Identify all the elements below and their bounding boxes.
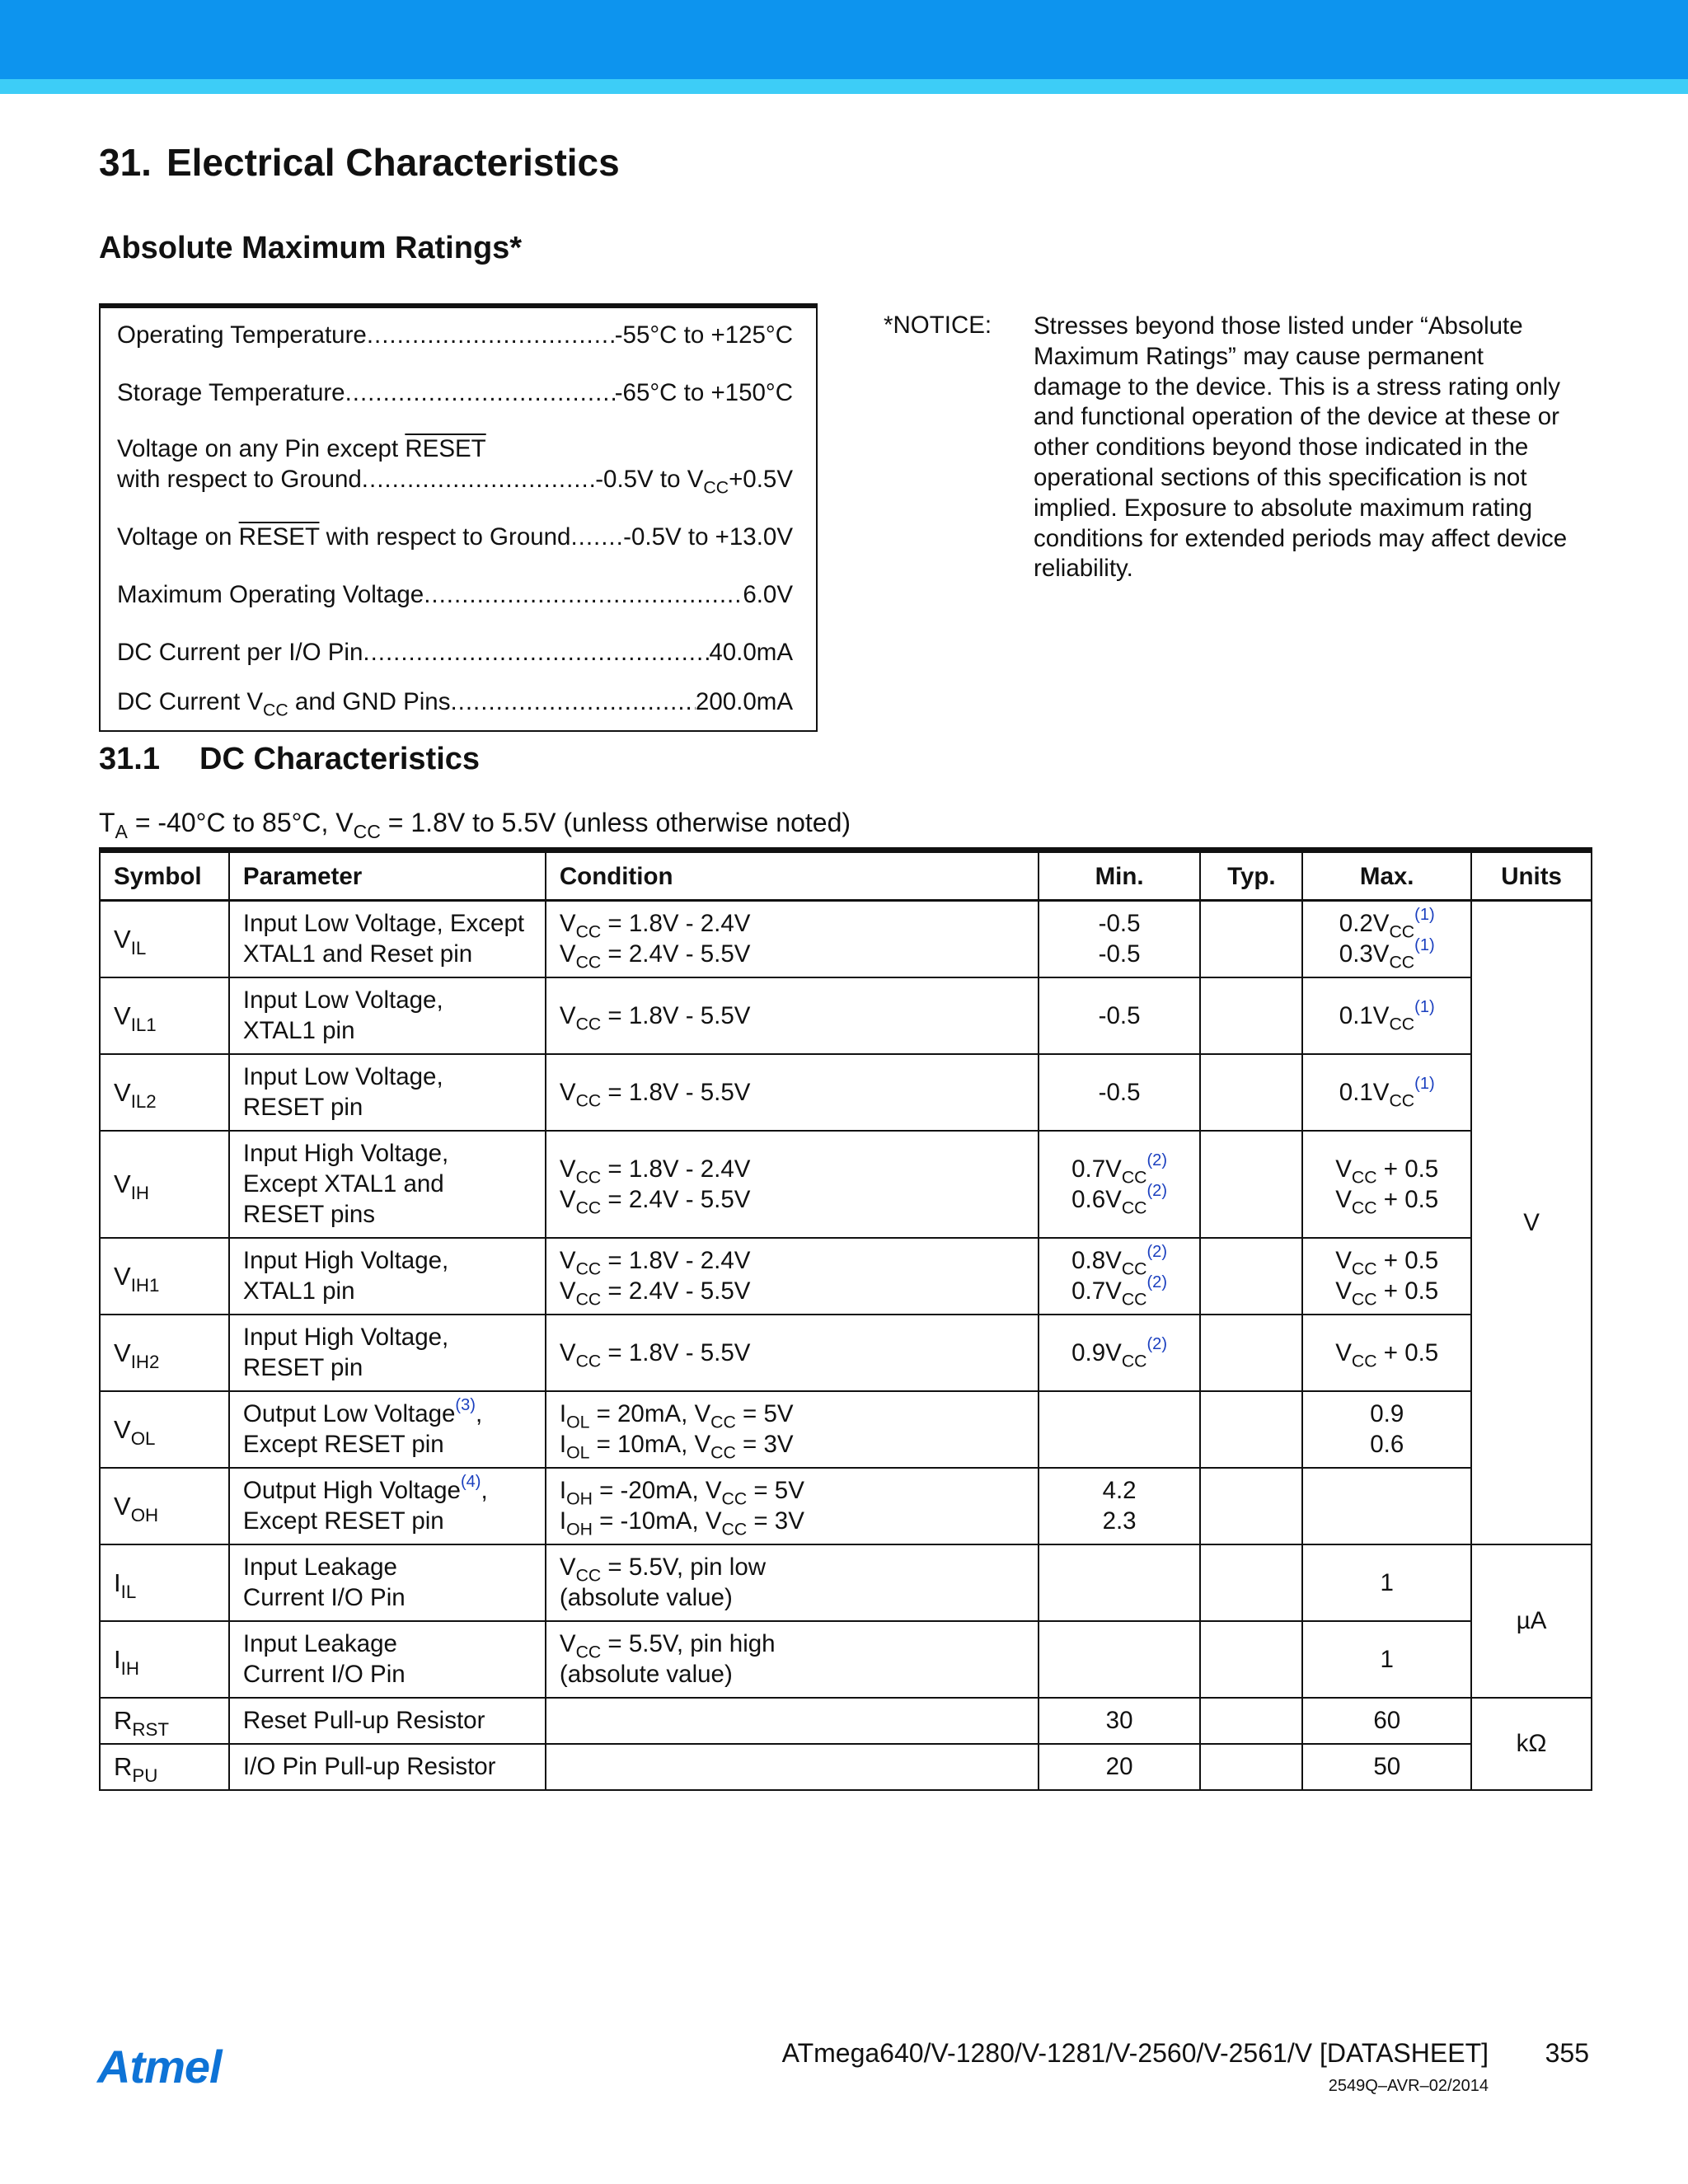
rating-voltage-reset: Voltage on RESET with respect to Ground ..... -0.5V to +13.0V [117, 523, 793, 552]
cell-symbol: $I_{IL}$ [100, 1544, 229, 1621]
table-row-vil1 [100, 977, 1592, 1054]
cell-min: 20 [1039, 1744, 1201, 1790]
notice-label: *NOTICE: [884, 312, 992, 339]
cell-condition: $V_{CC} = 1.8V - 5.5V$ [546, 1315, 1039, 1391]
cell-condition [546, 1698, 1039, 1744]
cell-symbol: $V_{IH}$ [100, 1131, 229, 1238]
cell-parameter: I/O Pin Pull-up Resistor [229, 1744, 546, 1790]
cell-typ [1200, 1698, 1302, 1744]
table-row-vil2 [100, 1054, 1592, 1131]
cell-max: $V_{CC} + 0.5$ $V_{CC} + 0.5$ [1302, 1131, 1471, 1238]
dc-section-title: 31.1 DC Characteristics [99, 742, 481, 776]
subsection-title: Absolute Maximum Ratings* [99, 231, 523, 265]
cell-parameter: Input Low Voltage, Except XTAL1 and Reset pin [229, 901, 546, 977]
cell-typ [1200, 1054, 1302, 1131]
absolute-max-ratings-box [99, 303, 818, 732]
cell-typ [1200, 1131, 1302, 1238]
cell-max: $0.1V_{CC}^{(1)}$ [1302, 1054, 1471, 1131]
cell-min [1039, 1544, 1201, 1621]
cell-parameter: Output Low Voltage$^{(3)}$, Except RESET pin [229, 1391, 546, 1468]
cell-typ [1200, 1391, 1302, 1468]
document-code: 2549Q–AVR–02/2014 [1328, 2077, 1489, 2095]
cell-symbol: $V_{OH}$ [100, 1468, 229, 1544]
cell-typ [1200, 1621, 1302, 1698]
footer-document-title: ATmega640/V-1280/V-1281/V-2560/V-2561/V [DATASHEET] [781, 2038, 1489, 2068]
cell-min: 30 [1039, 1698, 1201, 1744]
cell-max: $0.1V_{CC}^{(1)}$ [1302, 977, 1471, 1054]
cell-min [1039, 1621, 1201, 1698]
cell-min: $0.8V_{CC}^{(2)}$ $0.7V_{CC}^{(2)}$ [1039, 1238, 1201, 1315]
cell-min: -0.5 [1039, 1054, 1201, 1131]
cell-typ [1200, 1744, 1302, 1790]
rating-max-operating-voltage: Maximum Operating Voltage ..... 6.0V [117, 580, 793, 610]
cell-parameter: Input Leakage Current I/O Pin [229, 1621, 546, 1698]
rating-voltage-any-pin: with respect to Ground ..... -0.5V to $V_{CC}+0.5V$ [117, 465, 793, 494]
cell-condition: $V_{CC} = 5.5V$, pin high (absolute value) [546, 1621, 1039, 1698]
cell-max [1302, 1468, 1471, 1544]
cell-condition: $V_{CC} = 1.8V - 5.5V$ [546, 1054, 1039, 1131]
dc-characteristics-table [99, 847, 1592, 1791]
cell-max: $V_{CC} + 0.5$ [1302, 1315, 1471, 1391]
cell-symbol: $V_{IH2}$ [100, 1315, 229, 1391]
cell-symbol: $R_{RST}$ [100, 1698, 229, 1744]
cell-max: 0.9 0.6 [1302, 1391, 1471, 1468]
table-row-iih [100, 1621, 1592, 1698]
cell-max: 50 [1302, 1744, 1471, 1790]
header-max: Max. [1302, 851, 1471, 901]
cell-max: 1 [1302, 1621, 1471, 1698]
table-row-vil [100, 901, 1592, 977]
table-row-voh [100, 1468, 1592, 1544]
cell-parameter: Input High Voltage, Except XTAL1 and RESET pins [229, 1131, 546, 1238]
cell-parameter: Input High Voltage, RESET pin [229, 1315, 546, 1391]
table-row-rpu [100, 1744, 1592, 1790]
header-band [0, 0, 1688, 79]
cell-condition: $I_{OH} = -20mA$, $V_{CC} = 5V$ $I_{OH} = -10mA$, $V_{CC} = 3V$ [546, 1468, 1039, 1544]
cell-typ [1200, 977, 1302, 1054]
cell-min: $0.9V_{CC}^{(2)}$ [1039, 1315, 1201, 1391]
cell-condition: $I_{OL} = 20mA$, $V_{CC} = 5V$ $I_{OL} = 10mA$, $V_{CC} = 3V$ [546, 1391, 1039, 1468]
cell-units-current: µA [1471, 1544, 1592, 1698]
cell-symbol: $V_{OL}$ [100, 1391, 229, 1468]
cell-condition: $V_{CC} = 5.5V$, pin low (absolute value) [546, 1544, 1039, 1621]
header-units: Units [1471, 851, 1592, 901]
cell-parameter: Output High Voltage$^{(4)}$, Except RESET pin [229, 1468, 546, 1544]
cell-typ [1200, 1544, 1302, 1621]
cell-symbol: $V_{IL2}$ [100, 1054, 229, 1131]
rating-dc-current-vcc-gnd: DC Current $V_{CC}$ and GND Pins ..... 200.0mA [117, 687, 793, 717]
rating-operating-temperature: Operating Temperature ..... -55°C to +125°C [117, 321, 793, 350]
header-condition: Condition [546, 851, 1039, 901]
header-typ: Typ. [1200, 851, 1302, 901]
rating-storage-temperature: Storage Temperature ..... -65°C to +150°C [117, 378, 793, 408]
table-row-vih1 [100, 1238, 1592, 1315]
cell-min: -0.5 -0.5 [1039, 901, 1201, 977]
cell-typ [1200, 1238, 1302, 1315]
table-row-iil [100, 1544, 1592, 1621]
cell-min: 4.2 2.3 [1039, 1468, 1201, 1544]
table-header-row [100, 851, 1592, 901]
cell-typ [1200, 1468, 1302, 1544]
cell-min: $0.7V_{CC}^{(2)}$ $0.6V_{CC}^{(2)}$ [1039, 1131, 1201, 1238]
cell-units-voltage: V [1471, 901, 1592, 1544]
cell-max: $V_{CC} + 0.5$ $V_{CC} + 0.5$ [1302, 1238, 1471, 1315]
cell-symbol: $V_{IL1}$ [100, 977, 229, 1054]
rating-voltage-any-pin-heading: Voltage on any Pin except RESET [117, 435, 486, 462]
table-row-vih [100, 1131, 1592, 1238]
page-number: 355 [1545, 2038, 1589, 2068]
page-title: 31. Electrical Characteristics [99, 141, 620, 184]
cell-condition [546, 1744, 1039, 1790]
header-parameter: Parameter [229, 851, 546, 901]
cell-min: -0.5 [1039, 977, 1201, 1054]
table-row-rrst [100, 1698, 1592, 1744]
notice-text: Stresses beyond those listed under “Absolute Maximum Ratings” may cause permanent damage to the device. This is a stress rating only and functional operation of the device at these or other conditions beyond those indicated in the operational sections of this specification is not implied. Exposure to absolute maximum rating conditions for extended periods may affect device reliability. [1034, 312, 1568, 583]
cell-min [1039, 1391, 1201, 1468]
table-row-vih2 [100, 1315, 1592, 1391]
cell-condition: $V_{CC} = 1.8V - 2.4V$ $V_{CC} = 2.4V - 5.5V$ [546, 1238, 1039, 1315]
cell-max: $0.2V_{CC}^{(1)}$ $0.3V_{CC}^{(1)}$ [1302, 901, 1471, 977]
cell-condition: $V_{CC} = 1.8V - 2.4V$ $V_{CC} = 2.4V - 5.5V$ [546, 901, 1039, 977]
cell-symbol: $V_{IL}$ [100, 901, 229, 977]
cell-parameter: Input High Voltage, XTAL1 pin [229, 1238, 546, 1315]
cell-parameter: Input Leakage Current I/O Pin [229, 1544, 546, 1621]
cell-parameter: Input Low Voltage, XTAL1 pin [229, 977, 546, 1054]
cell-parameter: Input Low Voltage, RESET pin [229, 1054, 546, 1131]
header-stripe [0, 79, 1688, 94]
cell-symbol: $R_{PU}$ [100, 1744, 229, 1790]
cell-max: 60 [1302, 1698, 1471, 1744]
header-symbol: Symbol [100, 851, 229, 901]
cell-condition: $V_{CC} = 1.8V - 5.5V$ [546, 977, 1039, 1054]
operating-conditions-note: $T_A = -40^\circ C$ to 85°C, $V_{CC} = 1.8V$ to 5.5V (unless otherwise noted) [99, 808, 851, 843]
cell-max: 1 [1302, 1544, 1471, 1621]
cell-symbol: $V_{IH1}$ [100, 1238, 229, 1315]
cell-parameter: Reset Pull-up Resistor [229, 1698, 546, 1744]
table-row-vol [100, 1391, 1592, 1468]
rating-dc-current-io: DC Current per I/O Pin ..... 40.0mA [117, 638, 793, 668]
cell-typ [1200, 1315, 1302, 1391]
cell-condition: $V_{CC} = 1.8V - 2.4V$ $V_{CC} = 2.4V - 5.5V$ [546, 1131, 1039, 1238]
atmel-logo: Atmel [97, 2041, 222, 2093]
header-min: Min. [1039, 851, 1201, 901]
cell-units-resistance: kΩ [1471, 1698, 1592, 1790]
cell-symbol: $I_{IH}$ [100, 1621, 229, 1698]
cell-typ [1200, 901, 1302, 977]
